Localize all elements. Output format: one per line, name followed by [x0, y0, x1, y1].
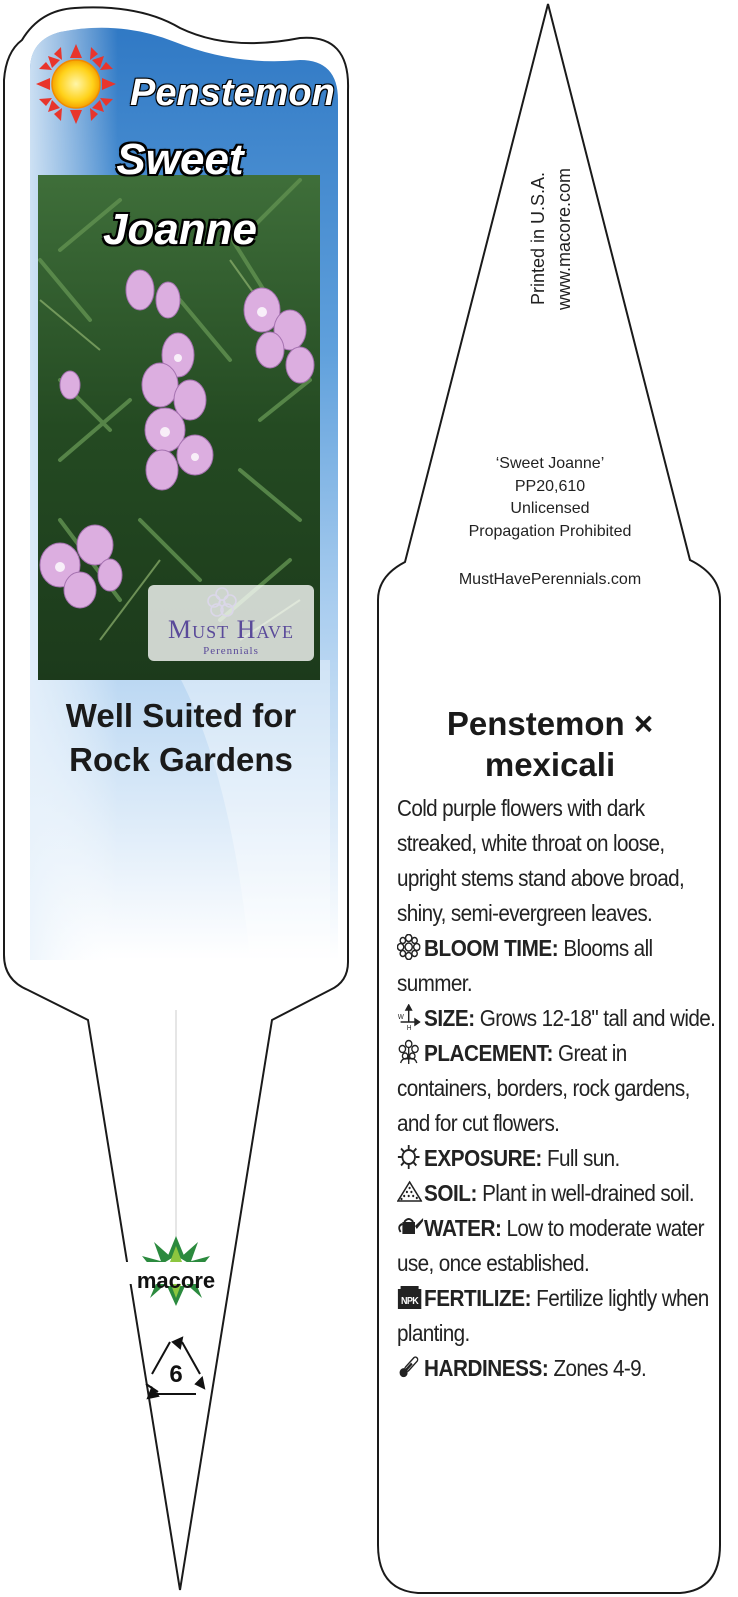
- spec-text: Full sun.: [547, 1145, 620, 1171]
- soil-icon: [397, 1179, 424, 1205]
- care-info: [397, 791, 717, 1386]
- spec-soil: [397, 1176, 717, 1211]
- spec-label: EXPOSURE:: [424, 1145, 542, 1171]
- svg-text:H: H: [406, 1024, 411, 1030]
- spec-text: Plant in well-drained soil.: [482, 1180, 695, 1206]
- spec-fertilize: [397, 1281, 717, 1351]
- plant-description: Cold purple flowers with dark streaked, white throat on loose, upright stems stand above broad, shiny, semi-evergreen leaves.: [397, 795, 685, 926]
- spec-placement: [397, 1036, 717, 1141]
- printed-in-label: Printed in U.S.A.: [528, 171, 548, 305]
- placement-icon: [397, 1039, 424, 1065]
- scientific-name-line1: Penstemon ×: [446, 705, 654, 742]
- spec-label: SIZE:: [424, 1005, 475, 1031]
- legal-notice: Propagation Prohibited: [468, 523, 632, 540]
- brand-subtitle: Perennials: [203, 645, 259, 657]
- legal-patent: PP20,610: [514, 478, 586, 495]
- spec-label: HARDINESS:: [424, 1355, 549, 1381]
- watering-can-icon: [397, 1214, 424, 1240]
- spec-bloom-time: [397, 931, 717, 1001]
- spec-water: [397, 1211, 717, 1281]
- legal-cultivar: ‘Sweet Joanne’: [495, 455, 605, 472]
- thermometer-icon: [397, 1354, 424, 1380]
- macore-logo-text: macore: [136, 1268, 216, 1293]
- recycle-code: 6: [169, 1361, 183, 1388]
- svg-text:W: W: [397, 1013, 404, 1022]
- macore-website: www.macore.com: [554, 167, 574, 310]
- tagline-line2: Rock Gardens: [69, 741, 293, 778]
- spec-text: Low to moderate water use, once established.: [397, 1215, 704, 1276]
- npk-icon: [397, 1286, 424, 1310]
- scientific-name-line2: mexicali: [484, 746, 616, 783]
- spec-label: SOIL:: [424, 1180, 477, 1206]
- sun-icon: [36, 44, 116, 124]
- genus-title: Penstemon: [130, 72, 335, 114]
- brand-website: MustHavePerennials.com: [458, 571, 642, 588]
- flower-icon: [397, 934, 424, 960]
- spec-text: Great in containers, borders, rock gardens, and for cut flowers.: [397, 1040, 690, 1136]
- spec-text: Fertilize lightly when planting.: [397, 1285, 709, 1346]
- spec-text: Zones 4-9.: [553, 1355, 647, 1381]
- sun-outline-icon: [397, 1144, 424, 1170]
- cultivar-name-line2: Joanne: [102, 205, 258, 254]
- brand-logo: [148, 585, 314, 661]
- spec-hardiness: [397, 1351, 717, 1386]
- spec-label: FERTILIZE:: [424, 1285, 532, 1311]
- spec-label: WATER:: [424, 1215, 502, 1241]
- npk-label: NPK: [401, 1295, 419, 1308]
- spec-size: [397, 1001, 717, 1036]
- tagline-line1: Well Suited for: [65, 697, 297, 734]
- brand-name: Must Have: [167, 615, 295, 644]
- spec-label: PLACEMENT:: [424, 1040, 553, 1066]
- size-icon: [397, 1004, 424, 1030]
- cultivar-name-line1: Sweet: [116, 135, 244, 184]
- spec-label: BLOOM TIME:: [424, 935, 559, 961]
- spec-text: Blooms all summer.: [397, 935, 653, 996]
- spec-text: Grows 12-18" tall and wide.: [479, 1005, 716, 1031]
- legal-license: Unlicensed: [510, 500, 590, 517]
- spec-exposure: [397, 1141, 717, 1176]
